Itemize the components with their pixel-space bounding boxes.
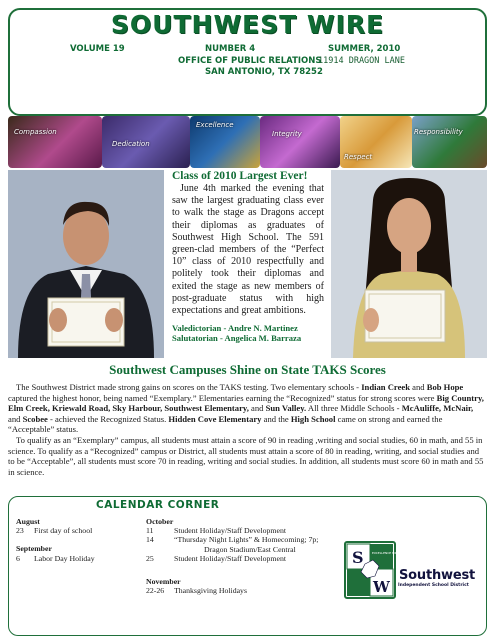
calendar-item: 11 Student Holiday/Staff Development bbox=[146, 526, 287, 536]
value-label: Excellence bbox=[196, 121, 234, 129]
logo-badge: EXCELLENCE FIRST bbox=[372, 551, 401, 555]
newsletter-title: SOUTHWEST WIRE bbox=[110, 10, 385, 39]
article-headline: Southwest Campuses Shine on State TAKS Scores bbox=[109, 362, 386, 377]
calendar-item: Dragon Stadium/East Central bbox=[204, 544, 296, 554]
logo-letter-s: S bbox=[352, 548, 364, 567]
logo-subtitle: Independent School District bbox=[398, 583, 469, 588]
article-paragraph: The Southwest District made strong gains on scores on the TAKS testing. Two elementary schools - Indian Creek and Bob Hope captured the highest honor, being named “Exemplary.” Elementaries earning the “Recognized” status for strong scores were Big Country, Elm Creek, Kriewald Road, Sky Harbour, Southwest Elementary, and Sun Valley. All three Middle Schools - McAuliffe, McNair, and Scobee - achieved the Recognized Status. Hidden Cove Elementary and the High School came on strong and earned the “Acceptable” status. bbox=[8, 382, 484, 435]
logo-name: Southwest bbox=[399, 568, 475, 583]
number-label: NUMBER 4 bbox=[205, 44, 256, 54]
integrity-image bbox=[260, 116, 340, 168]
value-label: Responsibility bbox=[414, 128, 463, 136]
values-banner bbox=[8, 116, 487, 168]
calendar-right-column bbox=[146, 517, 336, 595]
calendar-heading: CALENDAR CORNER bbox=[96, 499, 220, 511]
article-paragraph: To qualify as an “Exemplary” campus, all students must attain a score of 90 in reading ,writing and social studies, 60 in math, and 55 in science. To qualify as a “Recognized” campus or District, all students must attain a score of 80 in reading, writing, and social studies and to be “Acceptable”, all students must score 70 in reading, writing and social studies. In addition, all students must score 60 in math and 55 in science. bbox=[8, 434, 484, 477]
value-label: Dedication bbox=[112, 140, 150, 148]
calendar-month: November bbox=[146, 577, 181, 587]
calendar-item: 6 Labor Day Holiday bbox=[16, 553, 95, 563]
valedictorian-photo bbox=[8, 170, 164, 358]
article-body: June 4th marked the evening that saw the largest graduating class ever to walk the stage as Dragons accept their diplomas as graduates of Southwest High School. The 591 green-clad members of the “Perfect 10” class of 2010 respectfully and politely took their diplomas and exited the stage as new members of post-graduate status with high expectations and great ambitions. bbox=[172, 183, 324, 317]
photo-caption bbox=[172, 323, 324, 343]
season-label: SUMMER, 2010 bbox=[328, 44, 401, 54]
taks-article bbox=[8, 362, 487, 477]
compassion-image bbox=[8, 116, 102, 168]
calendar-month: September bbox=[16, 544, 52, 554]
class-of-2010-article bbox=[172, 170, 324, 343]
salutatorian-caption: Salutatorian - Angelica M. Barraza bbox=[172, 333, 302, 344]
responsibility-image bbox=[412, 116, 487, 168]
article-headline: Class of 2010 Largest Ever! bbox=[172, 170, 308, 182]
value-label: Respect bbox=[344, 153, 373, 161]
logo-letter-w: W bbox=[373, 578, 390, 596]
calendar-item: 23 First day of school bbox=[16, 526, 93, 536]
value-label: Integrity bbox=[272, 130, 302, 138]
city-label: SAN ANTONIO, TX 78252 bbox=[205, 67, 323, 77]
calendar-left-column bbox=[16, 517, 131, 563]
salutatorian-photo bbox=[331, 170, 487, 358]
calendar-item: 22-26 Thanksgiving Holidays bbox=[146, 586, 247, 596]
volume-label: VOLUME 19 bbox=[70, 44, 125, 54]
address-label: 11914 DRAGON LANE bbox=[318, 56, 405, 66]
calendar-month: August bbox=[16, 517, 40, 526]
calendar-month: October bbox=[146, 517, 174, 526]
calendar-item: 14 “Thursday Night Lights” & Homecoming; 7p; bbox=[146, 535, 319, 545]
valedictorian-caption: Valedictorian - Andre N. Martinez bbox=[172, 323, 298, 334]
office-label: OFFICE OF PUBLIC RELATIONS bbox=[178, 56, 322, 66]
calendar-item: 25 Student Holiday/Staff Development bbox=[146, 553, 287, 563]
value-label: Compassion bbox=[14, 128, 57, 136]
